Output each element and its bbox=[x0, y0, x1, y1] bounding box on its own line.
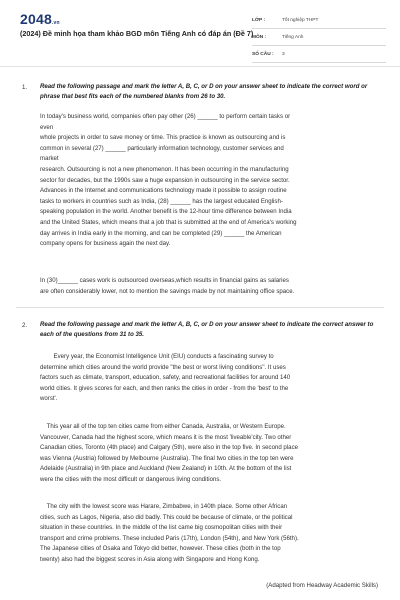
passage-paragraph bbox=[40, 422, 380, 486]
passage-paragraph bbox=[40, 112, 380, 250]
passage-line: are often considerably lower, not to mention the savings made by not maintaining office space. bbox=[40, 287, 295, 295]
meta-value: Tốt nghiệp THPT bbox=[282, 17, 319, 23]
passage-line: Adelaide (Australia) in 9th place and Auckland (New Zealand) in 10th. At the bottom of the list bbox=[40, 465, 292, 473]
passage-line: The Japanese cities of Osaka and Tokyo did better, however. These cities (both in the top bbox=[40, 545, 281, 553]
passage-line: Canadian cities, Toronto (4th place) and Calgary (5th), were also in the top five. In second place bbox=[40, 444, 299, 452]
page-header bbox=[0, 0, 400, 67]
passage-line: The city with the lowest score was Harare, Zimbabwe, in 140th place. Some other African bbox=[40, 503, 288, 510]
passage-line: sector for decades, but the 1990s saw a huge expansion in outsourcing in the service sector. bbox=[40, 176, 290, 184]
passage-line: cities, such as Lagos, Nigeria, also did badly. This could be because of climate, or the political bbox=[40, 513, 293, 521]
passage-line: speaking population in the world. Another benefit is the 12-hour time difference between India bbox=[40, 208, 292, 216]
passage-paragraph bbox=[40, 276, 380, 297]
exam-meta bbox=[252, 12, 386, 63]
meta-key: SỐ CÂU : bbox=[252, 51, 274, 57]
passage-line: Every year, the Economist Intelligence Unit (EIU) conducts a fascinating survey to bbox=[40, 353, 274, 360]
passage-paragraph bbox=[40, 352, 380, 405]
passage-line: common in several (27) ______ particularly information technology, customer services and bbox=[40, 144, 284, 152]
passage-source: (Adapted from Headway Academic Skills) bbox=[266, 582, 378, 589]
question-number: 1. bbox=[22, 84, 28, 91]
meta-row-count bbox=[252, 46, 386, 63]
passage-line: company opens for business again the next day. bbox=[40, 240, 171, 248]
passage-line: whole projects in order to save money or time. This practice is known as outsourcing and is bbox=[40, 134, 286, 142]
passage-line: tasks to workers in countries such as India, (28) ______ has the largest educated English- bbox=[40, 197, 283, 205]
passage-paragraph bbox=[40, 502, 380, 566]
question-instruction: Read the following passage and mark the letter A, B, C, or D on your answer sheet to indicate the correct answer to each of the questions from 31 to 35. bbox=[40, 321, 374, 338]
passage-line: transport and crime problems. These included Paris (17th), London (54th), and New York (56th). bbox=[40, 534, 299, 542]
passage-line: research. Outsourcing is not a new phenomenon. It has been occurring in the manufacturing bbox=[40, 165, 289, 173]
meta-key: LỚP : bbox=[252, 17, 266, 23]
meta-value: Tiếng Anh bbox=[282, 34, 304, 40]
passage-line: world cities. It gives scores for each, and then ranks the cities in order - from the 'best' to the bbox=[40, 384, 289, 392]
passage-line: and the United States, which means that a job that is submitted at the end of America's working bbox=[40, 218, 297, 226]
passage-line: Advances in the Internet and communications technology made it possible to assign routine bbox=[40, 187, 287, 195]
question-number: 2. bbox=[22, 322, 28, 329]
passage-line: even bbox=[40, 123, 54, 131]
passage-line: factors such as climate, transport, education, safety, and recreational facilities for around 140 bbox=[40, 374, 291, 382]
question-instruction: Read the following passage and mark the letter A, B, C, or D on your answer sheet to indicate the correct word or phrase that best fits each of the numbered blanks from 26 to 30. bbox=[40, 83, 368, 100]
passage-line: situation in these countries. In the middle of the list came big cosmopolitan cities with their bbox=[40, 524, 283, 532]
passage-line: Vancouver, Canada had the highest score, which means it is the most 'liveable'city. Two other bbox=[40, 433, 292, 441]
meta-row-class bbox=[252, 12, 386, 29]
site-logo[interactable] bbox=[20, 11, 60, 27]
passage-line: were the cities with the most difficult or dangerous living conditions. bbox=[40, 475, 222, 483]
logo-suffix: .vn bbox=[51, 20, 60, 26]
passage-line: This year all of the top ten cities came from either Canada, Australia, or Western Europe. bbox=[40, 423, 286, 430]
passage-line: determine which cities around the world provide "the best or worst living conditions". It uses bbox=[40, 363, 286, 371]
meta-row-subject bbox=[252, 29, 386, 46]
logo-main: 2048 bbox=[20, 11, 52, 27]
meta-key: MÔN : bbox=[252, 34, 267, 40]
question-divider bbox=[16, 307, 384, 308]
passage-line: In today's business world, companies often pay other (26) ______ to perform certain tasks or bbox=[40, 113, 291, 120]
passage-line: In (30)______ cases work is outsourced overseas,which results in financial gains as salaries bbox=[40, 277, 289, 284]
passage-line: was Vienna (Austria) followed by Melbourne (Australia). The final two cities in the top ten were bbox=[40, 454, 294, 462]
passage-line: market bbox=[40, 155, 59, 163]
passage-line: worst'. bbox=[40, 395, 58, 403]
passage-line: day arrives in India early in the morning, and can be completed (29) ______ the American bbox=[40, 229, 282, 237]
meta-value: 3 bbox=[282, 51, 285, 57]
exam-title: (2024) Đề minh họa tham khảo BGD môn Tiếng Anh có đáp án (Đề 7) bbox=[20, 29, 254, 38]
passage-line: twenty) also had the biggest scores in Asia along with Singapore and Hong Kong. bbox=[40, 555, 260, 563]
